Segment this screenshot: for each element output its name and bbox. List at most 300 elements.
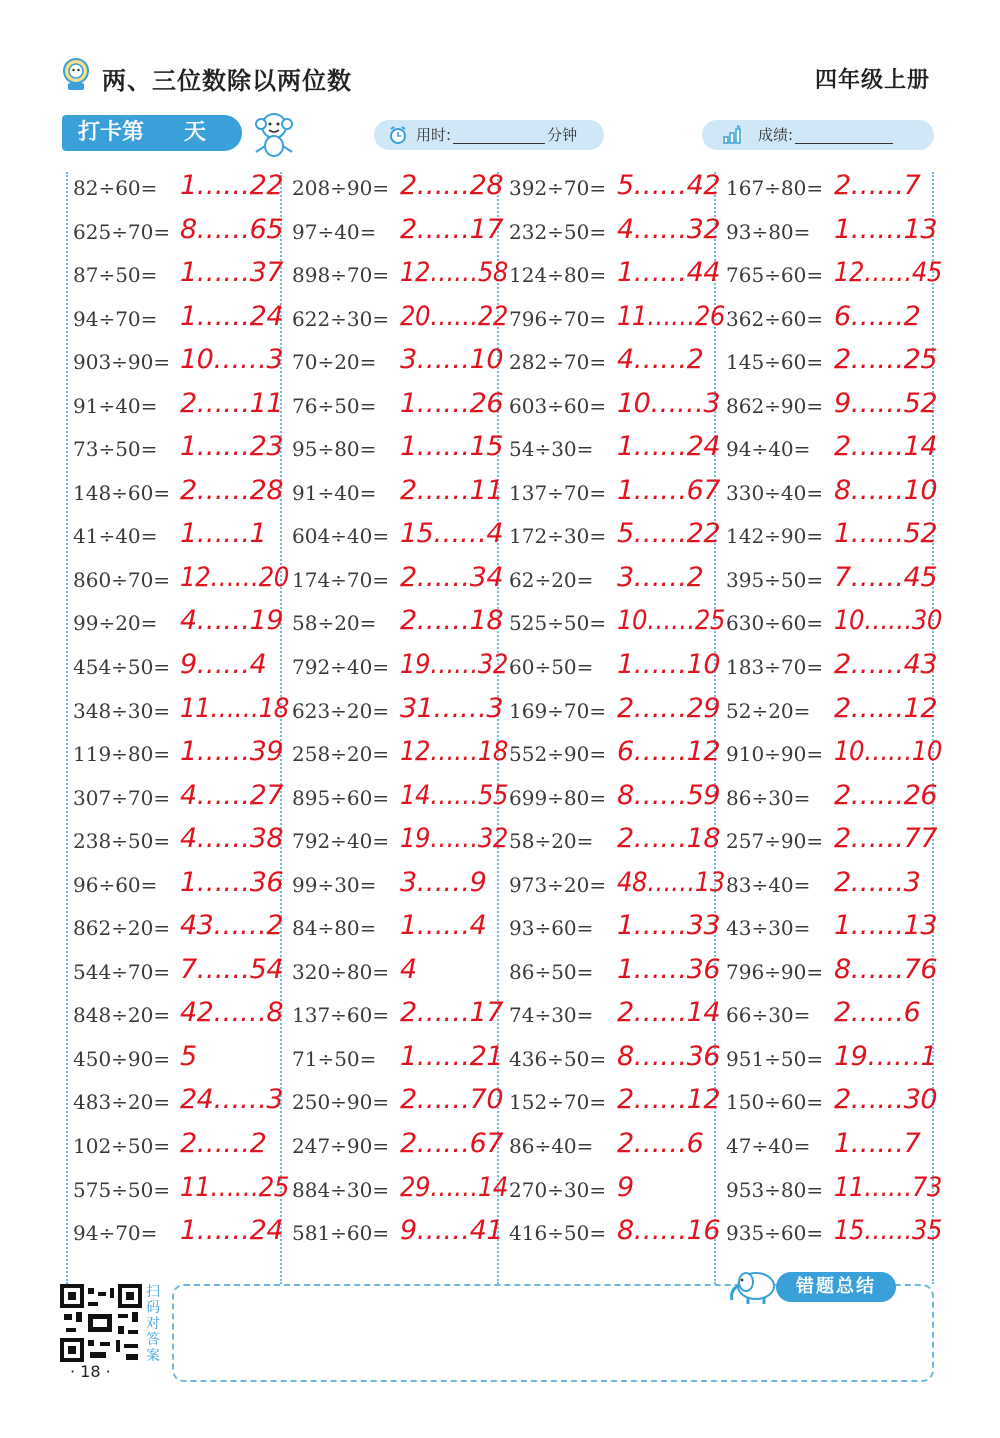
handwritten-answer[interactable]: 2……14 [834,431,938,463]
score-blank[interactable] [795,127,893,144]
division-question: 142÷90= [726,524,824,549]
exercise-column [509,168,727,1257]
handwritten-answer[interactable]: 1……13 [834,910,938,942]
info-bar [60,112,940,160]
exercise-item [292,691,510,735]
division-question: 137÷70= [509,480,607,505]
handwritten-answer[interactable]: 8……10 [834,474,938,506]
exercise-item [726,473,944,517]
exercise-item [509,778,727,822]
exercise-item [73,603,291,647]
handwritten-answer[interactable]: 1……44 [617,257,721,289]
division-question: 416÷50= [509,1221,607,1246]
division-question: 250÷90= [292,1090,390,1115]
division-question: 862÷90= [726,393,824,418]
page-header [60,55,940,105]
exercise-item [292,255,510,299]
exercise-item [73,299,291,343]
handwritten-answer[interactable]: 2……17 [400,213,504,245]
division-question: 91÷40= [73,393,158,418]
handwritten-answer[interactable]: 1……22 [180,170,284,201]
handwritten-answer[interactable]: 3……9 [400,866,487,898]
exercise-item [292,386,510,430]
division-question: 41÷40= [73,524,158,549]
handwritten-answer[interactable]: 29……14 [400,1171,508,1203]
exercise-item [73,778,291,822]
division-question: 94÷70= [73,306,158,331]
division-question: 792÷40= [292,829,390,854]
exercise-item [292,603,510,647]
handwritten-answer[interactable]: 8……36 [617,1040,721,1072]
division-question: 62÷20= [509,567,594,592]
handwritten-answer[interactable]: 12……58 [400,257,508,289]
handwritten-answer[interactable]: 9……4 [180,649,267,681]
exercise-column [73,168,291,1257]
division-question: 84÷80= [292,916,377,941]
exercise-item [726,778,944,822]
exercise-item [509,952,727,996]
exercise-item [292,1170,510,1214]
exercise-item [509,516,727,560]
grade-label: 四年级上册 [814,68,930,93]
scan-for-answers-label: 扫码对答案 [146,1284,160,1364]
exercise-item [73,1126,291,1170]
handwritten-answer[interactable]: 2……2 [180,1128,267,1160]
handwritten-answer[interactable]: 48……13 [617,866,725,898]
handwritten-answer[interactable]: 1……13 [834,213,938,245]
division-question: 362÷60= [726,306,824,331]
handwritten-answer[interactable]: 1……52 [834,518,938,550]
division-question: 71÷50= [292,1046,377,1071]
exercise-item [509,1170,727,1214]
handwritten-answer[interactable]: 2……28 [180,474,284,506]
handwritten-answer[interactable]: 4 [400,953,417,985]
exercise-item [509,603,727,647]
handwritten-answer[interactable]: 8……65 [180,213,284,245]
handwritten-answer[interactable]: 9 [617,1171,634,1203]
exercise-item [73,734,291,778]
exercise-item [292,1039,510,1083]
division-question: 625÷70= [73,219,171,244]
exercise-item [292,734,510,778]
time-field [374,120,604,150]
handwritten-answer[interactable]: 1……7 [834,1128,921,1160]
division-question: 307÷70= [73,785,171,810]
division-question: 765÷60= [726,263,824,288]
exercise-item [726,1170,944,1214]
handwritten-answer[interactable]: 19……32 [400,649,508,681]
exercise-item [509,299,727,343]
handwritten-answer[interactable]: 1……67 [617,474,721,506]
division-question: 450÷90= [73,1046,171,1071]
time-blank[interactable] [453,127,545,144]
handwritten-answer[interactable]: 2……70 [400,1084,504,1116]
exercise-item [726,386,944,430]
division-question: 862÷20= [73,916,171,941]
handwritten-answer[interactable]: 2……12 [834,692,938,724]
exercise-item [73,560,291,604]
exercise-item [73,473,291,517]
division-question: 152÷70= [509,1090,607,1115]
exercise-item [726,168,944,212]
handwritten-answer[interactable]: 2……6 [834,997,921,1029]
exercise-item [292,168,510,212]
division-question: 848÷20= [73,1003,171,1028]
division-question: 95÷80= [292,437,377,462]
exercise-item [726,821,944,865]
exercise-item [292,1082,510,1126]
handwritten-answer[interactable]: 1……26 [400,387,504,419]
handwritten-answer[interactable]: 12……20 [180,561,289,593]
handwritten-answer[interactable]: 1……24 [180,1215,284,1247]
exercise-item [73,429,291,473]
handwritten-answer[interactable]: 7……45 [834,561,938,593]
exercise-item [292,821,510,865]
exercise-item [292,908,510,952]
division-question: 483÷20= [73,1090,171,1115]
handwritten-answer[interactable]: 10……25 [617,605,725,637]
division-question: 60÷50= [509,655,594,680]
division-question: 94÷40= [726,437,811,462]
handwritten-answer[interactable]: 11……18 [180,692,289,724]
monkey-mascot-icon [248,108,300,160]
division-question: 910÷90= [726,742,824,767]
handwritten-answer[interactable]: 11……26 [617,300,725,332]
handwritten-answer[interactable]: 9……52 [834,387,938,419]
exercise-item [292,516,510,560]
division-question: 86÷50= [509,959,594,984]
exercise-item [726,516,944,560]
handwritten-answer[interactable]: 1……33 [617,910,721,942]
division-question: 796÷70= [509,306,607,331]
exercise-item [726,1126,944,1170]
handwritten-answer[interactable]: 10……3 [617,387,721,419]
handwritten-answer[interactable]: 2……28 [400,170,504,201]
handwritten-answer[interactable]: 12……45 [834,257,942,289]
handwritten-answer[interactable]: 2……18 [400,605,504,637]
exercise-item [509,473,727,517]
handwritten-answer[interactable]: 2……12 [617,1084,721,1116]
handwritten-answer[interactable]: 31……3 [400,692,504,724]
handwritten-answer[interactable]: 6……2 [834,300,921,332]
division-question: 282÷70= [509,350,607,375]
division-question: 575÷50= [73,1177,171,1202]
handwritten-answer[interactable]: 1……1 [180,518,267,550]
exercise-item [509,342,727,386]
exercise-item [509,995,727,1039]
exercise-item [292,865,510,909]
division-question: 54÷30= [509,437,594,462]
division-question: 74÷30= [509,1003,594,1028]
exercise-item [509,255,727,299]
handwritten-answer[interactable]: 8……59 [617,779,721,811]
handwritten-answer[interactable]: 2……25 [834,344,938,376]
exercise-item [726,1082,944,1126]
division-question: 150÷60= [726,1090,824,1115]
exercise-item [292,778,510,822]
division-question: 58÷20= [509,829,594,854]
handwritten-answer[interactable]: 1……21 [400,1040,504,1072]
handwritten-answer[interactable]: 2……43 [834,649,938,681]
exercise-item [73,908,291,952]
score-field [702,120,934,150]
handwritten-answer[interactable]: 2……3 [834,866,921,898]
handwritten-answer[interactable]: 1……36 [617,953,721,985]
division-question: 93÷80= [726,219,811,244]
exercise-item [292,212,510,256]
handwritten-answer[interactable]: 4……38 [180,823,284,855]
handwritten-answer[interactable]: 4……19 [180,605,284,637]
division-question: 247÷90= [292,1134,390,1159]
handwritten-answer[interactable]: 24……3 [180,1084,284,1116]
handwritten-answer[interactable]: 42……8 [180,997,284,1029]
division-question: 70÷20= [292,350,377,375]
exercise-item [726,299,944,343]
handwritten-answer[interactable]: 4……32 [617,213,721,245]
division-question: 97÷40= [292,219,377,244]
handwritten-answer[interactable]: 20……22 [400,300,508,332]
division-question: 258÷20= [292,742,390,767]
handwritten-answer[interactable]: 19……1 [834,1040,938,1072]
exercise-item [73,342,291,386]
division-question: 544÷70= [73,959,171,984]
exercise-item [509,734,727,778]
column-divider [66,172,68,1284]
exercise-item [509,1126,727,1170]
exercise-item [509,1213,727,1257]
handwritten-answer[interactable]: 2……67 [400,1128,504,1160]
division-question: 792÷40= [292,655,390,680]
page-title: 两、三位数除以两位数 [102,67,352,95]
handwritten-answer[interactable]: 2……30 [834,1084,938,1116]
handwritten-answer[interactable]: 3……2 [617,561,704,593]
exercise-item [509,429,727,473]
exercise-item [292,473,510,517]
exercise-item [292,1126,510,1170]
handwritten-answer[interactable]: 1……10 [617,649,721,681]
handwritten-answer[interactable]: 5 [180,1040,197,1072]
handwritten-answer[interactable]: 1……15 [400,431,504,463]
exercise-column [292,168,510,1257]
exercise-item [73,1170,291,1214]
exercise-item [292,560,510,604]
division-question: 174÷70= [292,567,390,592]
division-question: 395÷50= [726,567,824,592]
exercise-item [509,168,727,212]
handwritten-answer[interactable]: 1……24 [617,431,721,463]
handwritten-answer[interactable]: 2……17 [400,997,504,1029]
handwritten-answer[interactable]: 1……39 [180,736,284,768]
division-question: 86÷40= [509,1134,594,1159]
division-question: 87÷50= [73,263,158,288]
punch-label-prefix: 打卡第 [78,120,145,145]
exercise-item [726,603,944,647]
exercise-item [726,734,944,778]
handwritten-answer[interactable]: 43……2 [180,910,284,942]
exercise-item [726,647,944,691]
handwritten-answer[interactable]: 2……7 [834,170,921,201]
division-question: 330÷40= [726,480,824,505]
division-question: 43÷30= [726,916,811,941]
handwritten-answer[interactable]: 2……14 [617,997,721,1029]
division-question: 137÷60= [292,1003,390,1028]
handwritten-answer[interactable]: 11……25 [180,1171,289,1203]
division-question: 320÷80= [292,959,390,984]
handwritten-answer[interactable]: 2……11 [180,387,284,419]
handwritten-answer[interactable]: 1……37 [180,257,284,289]
exercise-item [726,865,944,909]
handwritten-answer[interactable]: 2……77 [834,823,938,855]
division-question: 102÷50= [73,1134,171,1159]
division-question: 348÷30= [73,698,171,723]
exercise-item [292,299,510,343]
handwritten-answer[interactable]: 2……26 [834,779,938,811]
mistake-summary-label: 错题总结 [776,1272,896,1302]
division-question: 145÷60= [726,350,824,375]
division-question: 257÷90= [726,829,824,854]
division-question: 58÷20= [292,611,377,636]
handwritten-answer[interactable]: 7……54 [180,953,284,985]
division-question: 630÷60= [726,611,824,636]
exercise-item [73,255,291,299]
handwritten-answer[interactable]: 11……73 [834,1171,942,1203]
handwritten-answer[interactable]: 5……42 [617,170,721,201]
division-question: 169÷70= [509,698,607,723]
division-question: 91÷40= [292,480,377,505]
exercise-item [73,1213,291,1257]
division-question: 52÷20= [726,698,811,723]
exercise-item [73,168,291,212]
division-question: 73÷50= [73,437,158,462]
handwritten-answer[interactable]: 10……3 [180,344,284,376]
division-question: 232÷50= [509,219,607,244]
handwritten-answer[interactable]: 10……10 [834,736,942,768]
division-question: 884÷30= [292,1177,390,1202]
handwritten-answer[interactable]: 14……55 [400,779,508,811]
exercise-item [292,342,510,386]
division-question: 96÷60= [73,872,158,897]
division-question: 454÷50= [73,655,171,680]
exercise-item [73,865,291,909]
elephant-icon [726,1266,778,1306]
exercise-item [73,952,291,996]
time-label: 用时: [416,126,452,144]
division-question: 525÷50= [509,611,607,636]
division-question: 99÷30= [292,872,377,897]
division-question: 47÷40= [726,1134,811,1159]
division-question: 973÷20= [509,872,607,897]
division-question: 82÷60= [73,176,158,200]
handwritten-answer[interactable]: 8……16 [617,1215,721,1247]
handwritten-answer[interactable]: 3……10 [400,344,504,376]
handwritten-answer[interactable]: 2……34 [400,561,504,593]
exercise-column [726,168,944,1257]
exercise-item [726,952,944,996]
handwritten-answer[interactable]: 1……23 [180,431,284,463]
handwritten-answer[interactable]: 1……24 [180,300,284,332]
division-question: 392÷70= [509,176,607,200]
handwritten-answer[interactable]: 1……4 [400,910,487,942]
exercise-item [509,691,727,735]
exercise-item [292,952,510,996]
exercise-item [292,647,510,691]
exercise-item [73,516,291,560]
handwritten-answer[interactable]: 6……12 [617,736,721,768]
handwritten-answer[interactable]: 4……27 [180,779,284,811]
handwritten-answer[interactable]: 10……30 [834,605,942,637]
handwritten-answer[interactable]: 4……2 [617,344,704,376]
exercise-item [726,1039,944,1083]
division-question: 270÷30= [509,1177,607,1202]
division-question: 552÷90= [509,742,607,767]
handwritten-answer[interactable]: 2……6 [617,1128,704,1160]
division-question: 953÷80= [726,1177,824,1202]
handwritten-answer[interactable]: 1……36 [180,866,284,898]
exercise-item [726,342,944,386]
exercise-item [73,1039,291,1083]
punch-label-suffix: 天 [184,120,207,145]
handwritten-answer[interactable]: 12……18 [400,736,508,768]
division-question: 119÷80= [73,742,171,767]
division-question: 148÷60= [73,480,171,505]
handwritten-answer[interactable]: 8……76 [834,953,938,985]
exercise-item [726,212,944,256]
exercise-item [509,212,727,256]
time-unit: 分钟 [547,126,578,144]
division-question: 622÷30= [292,306,390,331]
score-label: 成绩: [758,126,794,144]
division-question: 99÷20= [73,611,158,636]
division-question: 603÷60= [509,393,607,418]
lion-logo-icon [60,57,92,91]
division-question: 94÷70= [73,1221,158,1246]
exercise-item [73,821,291,865]
exercise-item [73,1082,291,1126]
division-question: 895÷60= [292,785,390,810]
division-question: 66÷30= [726,1003,811,1028]
handwritten-answer[interactable]: 2……18 [617,823,721,855]
handwritten-answer[interactable]: 9……41 [400,1215,504,1247]
division-question: 124÷80= [509,263,607,288]
handwritten-answer[interactable]: 15……35 [834,1215,942,1247]
page-number: · 18 · [70,1362,111,1381]
division-question: 903÷90= [73,350,171,375]
division-question: 581÷60= [292,1221,390,1246]
division-question: 76÷50= [292,393,377,418]
division-question: 238÷50= [73,829,171,854]
bar-chart-flag-icon [722,125,742,145]
division-question: 951÷50= [726,1046,824,1071]
division-question: 796÷90= [726,959,824,984]
exercise-item [292,1213,510,1257]
exercise-item [509,1039,727,1083]
exercise-item [726,429,944,473]
handwritten-answer[interactable]: 19……32 [400,823,508,855]
exercise-item [726,255,944,299]
exercise-item [726,691,944,735]
exercise-item [73,212,291,256]
handwritten-answer[interactable]: 5……22 [617,518,721,550]
handwritten-answer[interactable]: 2……29 [617,692,721,724]
division-question: 699÷80= [509,785,607,810]
division-question: 935÷60= [726,1221,824,1246]
handwritten-answer[interactable]: 2……11 [400,474,504,506]
qr-code-icon[interactable] [60,1284,142,1362]
handwritten-answer[interactable]: 15……4 [400,518,504,550]
division-question: 208÷90= [292,176,390,200]
exercise-item [726,908,944,952]
punch-card-badge [62,115,242,151]
